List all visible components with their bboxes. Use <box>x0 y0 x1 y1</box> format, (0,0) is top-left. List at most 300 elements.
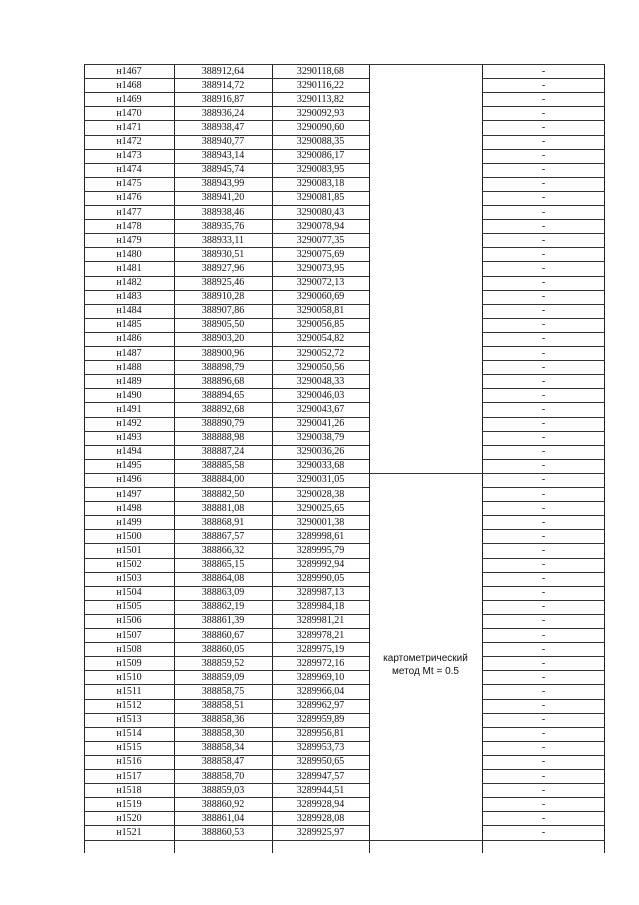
table-cell-x: 388885,58 <box>201 460 245 472</box>
table-cell-x: 388858,70 <box>201 770 245 782</box>
row-border <box>84 529 369 530</box>
table-cell-x: 388912,64 <box>201 65 245 77</box>
table-cell-y: 3289998,61 <box>296 530 345 542</box>
table-cell-y: 3290050,56 <box>296 361 345 373</box>
row-border <box>482 811 605 812</box>
row-border <box>482 402 605 403</box>
row-border <box>482 783 605 784</box>
row-border <box>84 473 369 474</box>
table-cell-id: н1488 <box>116 361 142 373</box>
table-cell-r: - <box>541 700 546 711</box>
table-cell-y: 3290081,85 <box>296 192 345 204</box>
row-border <box>482 487 605 488</box>
table-cell-x: 388896,68 <box>201 375 245 387</box>
row-border <box>482 558 605 559</box>
row-border <box>84 572 369 573</box>
table-cell-x: 388927,96 <box>201 262 245 274</box>
row-border <box>482 727 605 728</box>
row-border <box>84 797 369 798</box>
row-border <box>84 92 369 93</box>
row-border <box>482 163 605 164</box>
row-border <box>482 473 605 474</box>
table-cell-x: 388892,68 <box>201 403 245 415</box>
table-cell-x: 388903,20 <box>201 333 245 345</box>
table-cell-r: - <box>541 347 546 359</box>
table-cell-id: н1505 <box>116 601 142 613</box>
table-cell-y: 3289981,21 <box>296 615 345 627</box>
table-cell-x: 388881,08 <box>201 502 245 514</box>
table-cell-y: 3290033,68 <box>296 460 345 472</box>
row-border <box>482 628 605 629</box>
table-cell-x: 388888,98 <box>201 432 245 444</box>
table-cell-x: 388858,36 <box>201 714 245 726</box>
row-border <box>482 684 605 685</box>
table-cell-id: н1478 <box>116 220 142 232</box>
table-cell-y: 3290028,38 <box>296 488 345 500</box>
coordinates-table <box>84 64 605 853</box>
row-border <box>84 825 369 826</box>
table-cell-id: н1496 <box>116 474 142 486</box>
table-cell-id: н1514 <box>116 728 142 740</box>
row-border <box>482 431 605 432</box>
table-cell-y: 3290090,60 <box>296 121 345 133</box>
table-cell-id: н1490 <box>116 389 142 401</box>
table-cell-id: н1492 <box>116 418 142 429</box>
row-border <box>482 741 605 742</box>
row-border <box>482 120 605 121</box>
table-cell-x: 388884,00 <box>201 474 245 486</box>
table-cell-id: н1499 <box>116 516 142 528</box>
table-cell-r: - <box>541 79 546 91</box>
row-border <box>482 713 605 714</box>
table-cell-r: - <box>541 446 546 458</box>
table-cell-x: 388859,52 <box>201 657 245 669</box>
table-cell-y: 3290072,13 <box>296 277 345 288</box>
table-cell-y: 3289972,16 <box>296 657 345 669</box>
row-border <box>482 459 605 460</box>
table-cell-id: н1513 <box>116 714 142 726</box>
row-border <box>482 417 605 418</box>
row-border <box>482 600 605 601</box>
table-cell-id: н1509 <box>116 657 142 669</box>
table-cell-x: 388864,08 <box>201 573 245 585</box>
row-border <box>84 445 369 446</box>
table-cell-x: 388858,34 <box>201 742 245 754</box>
table-cell-y: 3289984,18 <box>296 601 345 613</box>
table-cell-r: - <box>541 587 546 599</box>
table-cell-y: 3290078,94 <box>296 220 345 232</box>
table-cell-r: - <box>541 502 546 514</box>
table-cell-y: 3290031,05 <box>296 474 345 486</box>
table-cell-r: - <box>541 643 546 655</box>
table-cell-x: 388894,65 <box>201 389 245 401</box>
table-cell-y: 3290073,95 <box>296 262 345 274</box>
row-border <box>482 346 605 347</box>
table-cell-x: 388938,47 <box>201 121 245 133</box>
table-cell-id: н1508 <box>116 643 142 655</box>
table-cell-r: - <box>541 812 546 824</box>
row-border <box>84 276 369 277</box>
table-cell-id: н1510 <box>116 671 142 683</box>
table-cell-id: н1504 <box>116 587 142 599</box>
table-cell-x: 388861,04 <box>201 812 245 824</box>
table-cell-id: н1484 <box>116 305 142 317</box>
table-cell-x: 388898,79 <box>201 361 245 373</box>
row-border <box>482 318 605 319</box>
row-border <box>482 797 605 798</box>
table-cell-y: 3290080,43 <box>296 206 345 218</box>
table-cell-id: н1494 <box>116 446 142 458</box>
row-border <box>84 811 369 812</box>
table-cell-x: 388858,30 <box>201 728 245 740</box>
table-cell-id: н1493 <box>116 432 142 444</box>
table-cell-y: 3290086,17 <box>296 150 345 162</box>
table-cell-r: - <box>541 770 546 782</box>
table-cell-id: н1501 <box>116 544 142 556</box>
table-cell-r: - <box>541 629 546 641</box>
row-border <box>84 628 369 629</box>
table-cell-r: - <box>541 432 546 444</box>
row-border <box>84 431 369 432</box>
table-cell-x: 388861,39 <box>201 615 245 627</box>
table-cell-r: - <box>541 756 546 768</box>
table-cell-id: н1480 <box>116 248 142 260</box>
table-cell-y: 3290077,35 <box>296 234 345 246</box>
table-cell-id: н1500 <box>116 530 142 542</box>
table-cell-id: н1491 <box>116 403 142 415</box>
table-cell-x: 388943,99 <box>201 178 245 190</box>
row-border <box>482 106 605 107</box>
table-cell-x: 388930,51 <box>201 248 245 260</box>
table-cell-r: - <box>541 136 546 147</box>
table-cell-y: 3289962,97 <box>296 700 345 711</box>
table-cell-y: 3289992,94 <box>296 559 345 570</box>
table-cell-id: н1476 <box>116 192 142 204</box>
table-cell-id: н1520 <box>116 812 142 824</box>
row-border <box>84 64 605 65</box>
table-cell-r: - <box>541 361 546 373</box>
table-cell-y: 3290060,69 <box>296 291 345 303</box>
table-cell-x: 388935,76 <box>201 220 245 232</box>
row-border <box>482 360 605 361</box>
row-border <box>482 642 605 643</box>
table-cell-y: 3289944,51 <box>296 784 345 796</box>
table-cell-id: н1471 <box>116 121 142 133</box>
table-cell-y: 3290025,65 <box>296 502 345 514</box>
table-cell-y: 3289950,65 <box>296 756 345 768</box>
table-cell-id: н1489 <box>116 375 142 387</box>
table-cell-y: 3289953,73 <box>296 742 345 754</box>
table-cell-y: 3290041,26 <box>296 418 345 429</box>
table-cell-y: 3289969,10 <box>296 671 345 683</box>
table-cell-r: - <box>541 262 546 274</box>
row-border <box>482 261 605 262</box>
row-border <box>482 543 605 544</box>
row-border <box>482 233 605 234</box>
row-border <box>482 572 605 573</box>
table-cell-r: - <box>541 530 546 542</box>
table-cell-id: н1511 <box>116 685 142 697</box>
table-cell-id: н1506 <box>116 615 142 627</box>
row-border <box>84 177 369 178</box>
table-cell-x: 388900,96 <box>201 347 245 359</box>
table-cell-id: н1487 <box>116 347 142 359</box>
row-border <box>84 205 369 206</box>
table-cell-x: 388858,51 <box>201 700 245 711</box>
table-cell-y: 3290052,72 <box>296 347 345 359</box>
table-cell-y: 3290083,18 <box>296 178 345 190</box>
row-border <box>84 515 369 516</box>
table-cell-y: 3289990,05 <box>296 573 345 585</box>
row-border <box>84 346 369 347</box>
row-border <box>482 276 605 277</box>
table-cell-r: - <box>541 615 546 627</box>
table-cell-id: н1503 <box>116 573 142 585</box>
row-border <box>84 699 369 700</box>
row-border <box>84 487 369 488</box>
table-cell-r: - <box>541 685 546 697</box>
table-cell-r: - <box>541 601 546 613</box>
table-cell-id: н1497 <box>116 488 142 500</box>
table-cell-r: - <box>541 107 546 119</box>
table-cell-id: н1481 <box>116 262 142 274</box>
row-border <box>482 755 605 756</box>
method-cell <box>369 652 482 678</box>
table-cell-x: 388936,24 <box>201 107 245 119</box>
table-cell-r: - <box>541 150 546 162</box>
table-cell-x: 388858,47 <box>201 756 245 768</box>
table-cell-r: - <box>541 93 546 105</box>
table-cell-id: н1512 <box>116 700 142 711</box>
table-cell-x: 388859,09 <box>201 671 245 683</box>
table-cell-x: 388866,32 <box>201 544 245 556</box>
row-border <box>84 106 369 107</box>
row-border <box>84 783 369 784</box>
table-cell-x: 388858,75 <box>201 685 245 697</box>
table-cell-id: н1479 <box>116 234 142 246</box>
table-cell-r: - <box>541 516 546 528</box>
row-border <box>84 459 369 460</box>
table-cell-y: 3289956,81 <box>296 728 345 740</box>
table-cell-x: 388882,50 <box>201 488 245 500</box>
table-cell-x: 388905,50 <box>201 319 245 331</box>
table-cell-r: - <box>541 784 546 796</box>
method-line-2: метод Mt = 0.5 <box>392 666 459 677</box>
table-cell-y: 3290083,95 <box>296 164 345 176</box>
table-cell-y: 3290048,33 <box>296 375 345 387</box>
table-cell-r: - <box>541 474 546 486</box>
row-border <box>482 769 605 770</box>
row-border <box>84 163 369 164</box>
table-cell-r: - <box>541 714 546 726</box>
row-border <box>84 727 369 728</box>
table-cell-y: 3290116,22 <box>296 79 345 91</box>
table-cell-x: 388941,20 <box>201 192 245 204</box>
table-cell-x: 388940,77 <box>201 136 245 147</box>
table-cell-x: 388914,72 <box>201 79 245 91</box>
row-border <box>482 670 605 671</box>
table-cell-r: - <box>541 178 546 190</box>
table-cell-r: - <box>541 248 546 260</box>
table-cell-r: - <box>541 220 546 232</box>
row-border <box>482 177 605 178</box>
table-cell-x: 388907,86 <box>201 305 245 317</box>
table-cell-x: 388916,87 <box>201 93 245 105</box>
row-border <box>482 501 605 502</box>
table-cell-id: н1502 <box>116 559 142 570</box>
table-cell-r: - <box>541 798 546 810</box>
row-border <box>482 388 605 389</box>
row-border <box>482 586 605 587</box>
row-border <box>482 247 605 248</box>
row-border <box>482 699 605 700</box>
row-border <box>84 135 369 136</box>
row-border <box>482 515 605 516</box>
table-cell-id: н1475 <box>116 178 142 190</box>
row-border <box>482 219 605 220</box>
table-cell-id: н1482 <box>116 277 142 288</box>
table-cell-y: 3290054,82 <box>296 333 345 345</box>
table-cell-r: - <box>541 319 546 331</box>
row-border <box>84 290 369 291</box>
table-cell-y: 3290056,85 <box>296 319 345 331</box>
table-cell-r: - <box>541 206 546 218</box>
table-cell-r: - <box>541 121 546 133</box>
table-cell-x: 388945,74 <box>201 164 245 176</box>
table-cell-y: 3290075,69 <box>296 248 345 260</box>
row-border <box>84 149 369 150</box>
table-cell-x: 388943,14 <box>201 150 245 162</box>
table-cell-x: 388910,28 <box>201 291 245 303</box>
merge-border <box>369 473 482 474</box>
table-cell-x: 388860,05 <box>201 643 245 655</box>
row-border <box>84 261 369 262</box>
row-border <box>84 600 369 601</box>
table-cell-r: - <box>541 488 546 500</box>
table-cell-y: 3289925,97 <box>296 826 345 838</box>
row-border <box>84 614 369 615</box>
table-cell-y: 3290058,81 <box>296 305 345 317</box>
row-border <box>482 614 605 615</box>
table-cell-r: - <box>541 559 546 570</box>
row-border <box>84 304 369 305</box>
column-divider <box>369 64 370 853</box>
table-cell-x: 388938,46 <box>201 206 245 218</box>
row-border <box>482 332 605 333</box>
table-cell-id: н1483 <box>116 291 142 303</box>
row-border <box>84 755 369 756</box>
table-cell-x: 388860,67 <box>201 629 245 641</box>
row-border <box>84 374 369 375</box>
row-border <box>84 670 369 671</box>
row-border <box>482 78 605 79</box>
table-cell-y: 3289947,57 <box>296 770 345 782</box>
table-cell-y: 3290001,38 <box>296 516 345 528</box>
table-cell-x: 388887,24 <box>201 446 245 458</box>
row-border <box>84 219 369 220</box>
table-cell-y: 3289995,79 <box>296 544 345 556</box>
row-border <box>84 558 369 559</box>
row-border <box>482 191 605 192</box>
table-cell-r: - <box>541 418 546 429</box>
row-border <box>84 586 369 587</box>
table-cell-r: - <box>541 671 546 683</box>
row-border <box>482 825 605 826</box>
table-cell-id: н1469 <box>116 93 142 105</box>
row-border <box>84 769 369 770</box>
table-cell-r: - <box>541 291 546 303</box>
table-cell-y: 3289928,08 <box>296 812 345 824</box>
table-cell-id: н1485 <box>116 319 142 331</box>
table-cell-r: - <box>541 403 546 415</box>
row-border <box>84 360 369 361</box>
row-border <box>482 92 605 93</box>
table-cell-r: - <box>541 728 546 740</box>
table-cell-y: 3289966,04 <box>296 685 345 697</box>
row-border <box>84 642 369 643</box>
row-border <box>482 374 605 375</box>
table-cell-id: н1467 <box>116 65 142 77</box>
table-cell-id: н1517 <box>116 770 142 782</box>
row-border <box>84 417 369 418</box>
row-border <box>482 290 605 291</box>
table-cell-r: - <box>541 460 546 472</box>
row-border <box>84 741 369 742</box>
table-cell-y: 3290038,79 <box>296 432 345 444</box>
table-cell-id: н1474 <box>116 164 142 176</box>
row-border <box>482 135 605 136</box>
row-border <box>482 529 605 530</box>
table-cell-id: н1516 <box>116 756 142 768</box>
table-cell-id: н1486 <box>116 333 142 345</box>
row-border <box>84 840 605 841</box>
table-cell-x: 388865,15 <box>201 559 245 570</box>
table-cell-y: 3290043,67 <box>296 403 345 415</box>
table-cell-x: 388933,11 <box>201 234 245 246</box>
row-border <box>84 191 369 192</box>
row-border <box>84 501 369 502</box>
method-line-1: картометрический <box>383 653 468 664</box>
table-cell-id: н1518 <box>116 784 142 796</box>
row-border <box>84 78 369 79</box>
table-cell-id: н1468 <box>116 79 142 91</box>
table-cell-r: - <box>541 234 546 246</box>
table-cell-r: - <box>541 826 546 838</box>
row-border <box>84 684 369 685</box>
table-cell-y: 3289987,13 <box>296 587 345 599</box>
table-cell-x: 388859,03 <box>201 784 245 796</box>
table-cell-id: н1521 <box>116 826 142 838</box>
row-border <box>84 332 369 333</box>
table-cell-r: - <box>541 657 546 669</box>
row-border <box>84 388 369 389</box>
row-border <box>84 120 369 121</box>
table-cell-id: н1515 <box>116 742 142 754</box>
table-cell-r: - <box>541 573 546 585</box>
row-border <box>84 656 369 657</box>
table-cell-r: - <box>541 742 546 754</box>
table-cell-id: н1470 <box>116 107 142 119</box>
table-cell-r: - <box>541 192 546 204</box>
table-cell-y: 3290092,93 <box>296 107 345 119</box>
table-cell-y: 3290088,35 <box>296 136 345 147</box>
row-border <box>482 149 605 150</box>
row-border <box>84 247 369 248</box>
table-cell-r: - <box>541 375 546 387</box>
table-cell-y: 3290036,26 <box>296 446 345 458</box>
table-cell-id: н1498 <box>116 502 142 514</box>
table-cell-r: - <box>541 389 546 401</box>
